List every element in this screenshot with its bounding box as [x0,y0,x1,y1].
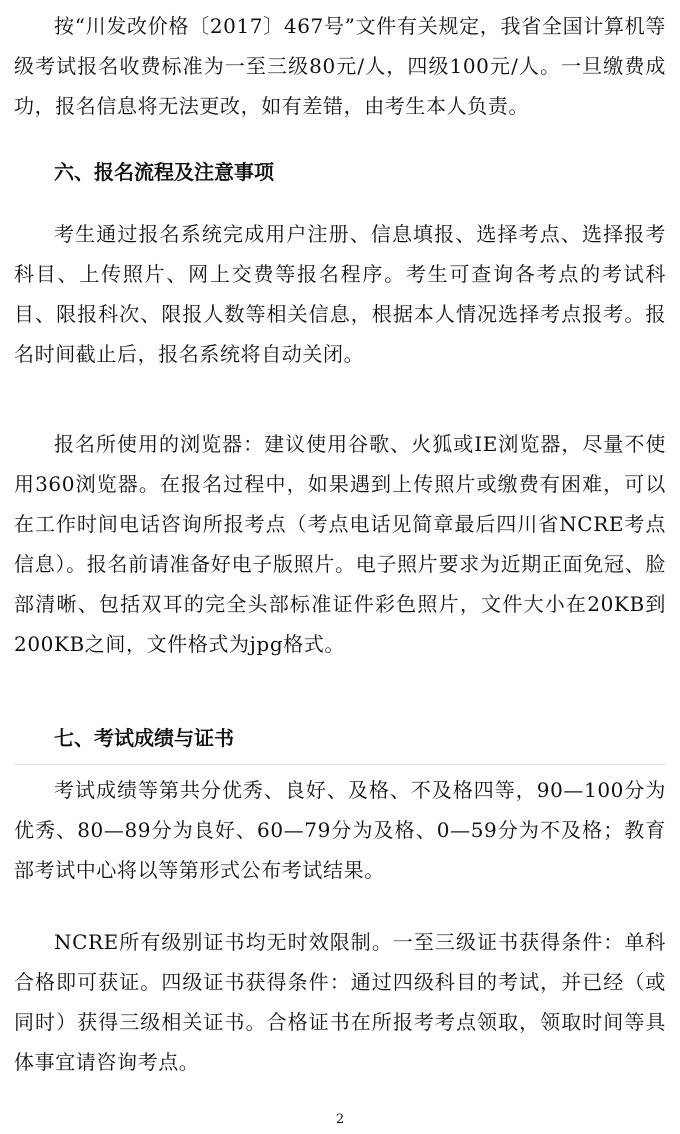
registration-process-paragraph: 考生通过报名系统完成用户注册、信息填报、选择考点、选择报考科目、上传照片、网上交费等报名程序。考生可查询各考点的考试科目、限报科次、限报人数等相关信息，根据本人情况选择考点报考。报名时间截止后，报名系统将自动关闭。 [14,222,666,366]
fee-paragraph: 按“川发改价格〔2017〕467号”文件有关规定，我省全国计算机等级考试报名收费标准为一至三级80元/人，四级100元/人。一旦缴费成功，报名信息将无法更改，如有差错，由考生本人负责。 [14,14,666,118]
section-7-heading: 七、考试成绩与证书 [54,726,234,750]
grades-paragraph: 考试成绩等第共分优秀、良好、及格、不及格四等，90—100分为优秀、80—89分为良好、60—79分为及格、0—59分为不及格；教育部考试中心将以等第形式公布考试结果。 [14,778,666,882]
browser-paragraph: 报名所使用的浏览器：建议使用谷歌、火狐或IE浏览器，尽量不使用360浏览器。在报名过程中，如果遇到上传照片或缴费有困难，可以在工作时间电话咨询所报考点（考点电话见简章最后四川省NCRE考点信息）。报名前请准备好电子版照片。电子照片要求为近期正面免冠、脸部清晰、包括双耳的完全头部标准证件彩色照片，文件大小在20KB到200KB之间，文件格式为jpg格式。 [14,432,666,656]
page-number: 2 [335,1112,345,1127]
certificate-paragraph: NCRE所有级别证书均无时效限制。一至三级证书获得条件：单科合格即可获证。四级证书获得条件：通过四级科目的考试，并已经（或同时）获得三级相关证书。合格证书在所报考考点领取，领取时间等具体事宜请咨询考点。 [14,930,666,1074]
section-6-heading: 六、报名流程及注意事项 [54,160,274,184]
section-divider [14,764,666,765]
